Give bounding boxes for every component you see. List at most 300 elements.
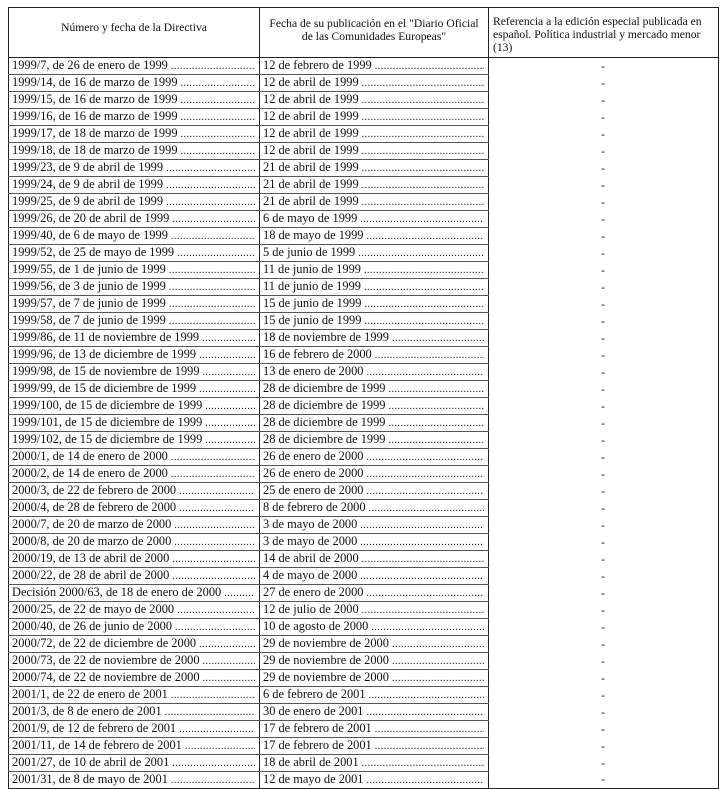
reference-cell xyxy=(489,772,719,789)
reference-cell xyxy=(489,670,719,687)
reference-cell xyxy=(489,551,719,568)
reference-text: - xyxy=(601,228,605,243)
reference-cell xyxy=(489,517,719,534)
reference-cell xyxy=(489,143,719,160)
publication-text: 6 de febrero de 2001 xyxy=(263,687,366,701)
reference-text: - xyxy=(601,534,605,549)
reference-text: - xyxy=(601,398,605,413)
publication-text: 12 de febrero de 1999 xyxy=(263,58,372,72)
directive-text: 2000/8, de 20 de marzo de 2000 xyxy=(12,534,172,548)
dot-leader xyxy=(171,59,255,74)
reference-cell xyxy=(489,296,719,313)
dot-leader xyxy=(364,280,484,295)
table-row xyxy=(9,534,719,551)
directive-text: 1999/100, de 15 de diciembre de 1999 xyxy=(12,398,203,412)
reference-text: - xyxy=(601,245,605,260)
reference-text: - xyxy=(601,721,605,736)
dot-leader xyxy=(169,314,255,329)
publication-cell xyxy=(260,585,489,602)
publication-text: 21 de abril de 1999 xyxy=(263,177,359,191)
publication-cell xyxy=(260,415,489,432)
directive-cell xyxy=(9,313,260,330)
header-directive: Número y fecha de la Directiva xyxy=(9,8,260,58)
reference-cell xyxy=(489,687,719,704)
reference-cell xyxy=(489,381,719,398)
reference-text: - xyxy=(601,432,605,447)
publication-cell xyxy=(260,636,489,653)
publication-text: 12 de abril de 1999 xyxy=(263,126,359,140)
dot-leader xyxy=(369,688,484,703)
table-row xyxy=(9,568,719,585)
dot-leader xyxy=(179,484,255,499)
table-row xyxy=(9,415,719,432)
directive-text: 1999/102, de 15 de diciembre de 1999 xyxy=(12,432,203,446)
publication-cell xyxy=(260,245,489,262)
dot-leader xyxy=(362,195,484,210)
publication-cell xyxy=(260,449,489,466)
dot-leader xyxy=(175,620,255,635)
dot-leader xyxy=(364,314,484,329)
directive-cell xyxy=(9,211,260,228)
reference-text: - xyxy=(601,330,605,345)
table-row xyxy=(9,381,719,398)
publication-text: 18 de noviembre de 1999 xyxy=(263,330,389,344)
dot-leader xyxy=(362,110,484,125)
directive-text: 1999/17, de 18 de marzo de 1999 xyxy=(12,126,178,140)
reference-cell xyxy=(489,330,719,347)
directive-cell xyxy=(9,585,260,602)
publication-cell xyxy=(260,58,489,75)
reference-text: - xyxy=(601,313,605,328)
table-row xyxy=(9,585,719,602)
publication-text: 29 de noviembre de 2000 xyxy=(263,636,389,650)
dot-leader xyxy=(362,127,484,142)
table-row xyxy=(9,211,719,228)
publication-text: 12 de julio de 2000 xyxy=(263,602,359,616)
table-row xyxy=(9,398,719,415)
publication-text: 29 de noviembre de 2000 xyxy=(263,670,389,684)
publication-cell xyxy=(260,211,489,228)
reference-cell xyxy=(489,160,719,177)
directive-text: 2000/3, de 22 de febrero de 2000 xyxy=(12,483,177,497)
dot-leader xyxy=(203,671,255,686)
reference-text: - xyxy=(601,347,605,362)
directive-text: 1999/96, de 13 de diciembre de 1999 xyxy=(12,347,197,361)
table-row xyxy=(9,194,719,211)
reference-cell xyxy=(489,415,719,432)
directive-text: 1999/23, de 9 de abril de 1999 xyxy=(12,160,164,174)
reference-text: - xyxy=(601,381,605,396)
publication-text: 12 de abril de 1999 xyxy=(263,75,359,89)
publication-cell xyxy=(260,687,489,704)
publication-cell xyxy=(260,313,489,330)
table-row xyxy=(9,143,719,160)
dot-leader xyxy=(166,195,255,210)
directive-cell xyxy=(9,449,260,466)
dot-leader xyxy=(389,433,485,448)
reference-cell xyxy=(489,449,719,466)
dot-leader xyxy=(360,569,484,584)
dot-leader xyxy=(364,297,484,312)
directive-cell xyxy=(9,160,260,177)
dot-leader xyxy=(389,382,485,397)
dot-leader xyxy=(169,280,255,295)
publication-text: 30 de enero de 2001 xyxy=(263,704,364,718)
directive-text: 2000/72, de 22 de diciembre de 2000 xyxy=(12,636,197,650)
reference-cell xyxy=(489,466,719,483)
directive-text: 2000/1, de 14 de enero de 2000 xyxy=(12,449,168,463)
dot-leader xyxy=(392,654,484,669)
publication-text: 14 de abril de 2000 xyxy=(263,551,359,565)
reference-cell xyxy=(489,636,719,653)
directive-text: 1999/99, de 15 de diciembre de 1999 xyxy=(12,381,197,395)
directive-text: 2000/2, de 14 de enero de 2000 xyxy=(12,466,168,480)
publication-text: 15 de junio de 1999 xyxy=(263,313,362,327)
publication-text: 11 de junio de 1999 xyxy=(263,262,361,276)
dot-leader xyxy=(165,705,255,720)
directive-cell xyxy=(9,534,260,551)
table-body xyxy=(9,58,719,789)
reference-text: - xyxy=(601,279,605,294)
table-row xyxy=(9,466,719,483)
directive-text: 1999/52, de 25 de mayo de 1999 xyxy=(12,245,175,259)
reference-text: - xyxy=(601,262,605,277)
dot-leader xyxy=(169,263,255,278)
dot-leader xyxy=(369,501,484,516)
dot-leader xyxy=(358,246,484,261)
dot-leader xyxy=(174,518,255,533)
dot-leader xyxy=(362,178,484,193)
publication-text: 21 de abril de 1999 xyxy=(263,194,359,208)
directive-cell xyxy=(9,704,260,721)
dot-leader xyxy=(203,654,255,669)
publication-cell xyxy=(260,755,489,772)
publication-cell xyxy=(260,75,489,92)
directive-text: 2001/1, de 22 de enero de 2001 xyxy=(12,687,168,701)
table-row xyxy=(9,602,719,619)
reference-cell xyxy=(489,432,719,449)
table-row xyxy=(9,75,719,92)
reference-cell xyxy=(489,177,719,194)
dot-leader xyxy=(172,756,255,771)
directive-cell xyxy=(9,177,260,194)
directive-text: 2000/40, de 26 de junio de 2000 xyxy=(12,619,173,633)
dot-leader xyxy=(181,110,255,125)
directive-text: 1999/15, de 16 de marzo de 1999 xyxy=(12,92,178,106)
publication-cell xyxy=(260,568,489,585)
dot-leader xyxy=(389,416,485,431)
directive-text: 1999/98, de 15 de noviembre de 1999 xyxy=(12,364,200,378)
directive-text: 1999/58, de 7 de junio de 1999 xyxy=(12,313,166,327)
publication-cell xyxy=(260,670,489,687)
table-row xyxy=(9,500,719,517)
reference-cell xyxy=(489,619,719,636)
directive-text: 1999/40, de 6 de mayo de 1999 xyxy=(12,228,168,242)
directive-cell xyxy=(9,398,260,415)
publication-text: 29 de noviembre de 2000 xyxy=(263,653,389,667)
publication-cell xyxy=(260,653,489,670)
directive-cell xyxy=(9,381,260,398)
dot-leader xyxy=(366,229,484,244)
reference-text: - xyxy=(601,619,605,634)
reference-cell xyxy=(489,500,719,517)
directive-text: 2001/31, de 8 de mayo de 2001 xyxy=(12,772,168,786)
publication-cell xyxy=(260,534,489,551)
publication-cell xyxy=(260,194,489,211)
dot-leader xyxy=(177,246,255,261)
reference-cell xyxy=(489,398,719,415)
directive-text: 1999/86, de 11 de noviembre de 1999 xyxy=(12,330,200,344)
directive-cell xyxy=(9,126,260,143)
reference-cell xyxy=(489,228,719,245)
directive-text: 2001/3, de 8 de enero de 2001 xyxy=(12,704,162,718)
dot-leader xyxy=(199,348,255,363)
reference-text: - xyxy=(601,738,605,753)
directive-cell xyxy=(9,636,260,653)
dot-leader xyxy=(166,161,255,176)
table-row xyxy=(9,619,719,636)
table-row xyxy=(9,313,719,330)
directive-text: 2001/27, de 10 de abril de 2001 xyxy=(12,755,170,769)
table-row xyxy=(9,364,719,381)
reference-cell xyxy=(489,92,719,109)
directive-text: 2000/25, de 22 de mayo de 2000 xyxy=(12,602,175,616)
dot-leader xyxy=(364,263,484,278)
dot-leader xyxy=(185,739,255,754)
directive-text: 2000/74, de 22 de noviembre de 2000 xyxy=(12,670,200,684)
table-row xyxy=(9,738,719,755)
directive-text: 1999/101, de 15 de diciembre de 1999 xyxy=(12,415,203,429)
reference-cell xyxy=(489,755,719,772)
dot-leader xyxy=(202,331,255,346)
table-row xyxy=(9,160,719,177)
table-row xyxy=(9,432,719,449)
dot-leader xyxy=(362,603,484,618)
reference-text: - xyxy=(601,670,605,685)
dot-leader xyxy=(375,739,484,754)
publication-cell xyxy=(260,517,489,534)
reference-text: - xyxy=(601,483,605,498)
dot-leader xyxy=(392,671,484,686)
dot-leader xyxy=(375,59,484,74)
directive-cell xyxy=(9,143,260,160)
dot-leader xyxy=(181,144,255,159)
header-special-edition-reference: Referencia a la edición especial publicada en español. Política industrial y mercado menor (13) xyxy=(489,8,719,58)
reference-text: - xyxy=(601,160,605,175)
table-row xyxy=(9,347,719,364)
publication-text: 12 de abril de 1999 xyxy=(263,109,359,123)
directives-table xyxy=(8,7,719,789)
publication-cell xyxy=(260,228,489,245)
directive-text: Decisión 2000/63, de 18 de enero de 2000 xyxy=(12,585,222,599)
publication-cell xyxy=(260,466,489,483)
directive-text: 1999/25, de 9 de abril de 1999 xyxy=(12,194,164,208)
publication-text: 27 de enero de 2000 xyxy=(263,585,364,599)
publication-text: 12 de abril de 1999 xyxy=(263,143,359,157)
reference-cell xyxy=(489,109,719,126)
reference-cell xyxy=(489,347,719,364)
table-row xyxy=(9,636,719,653)
publication-text: 15 de junio de 1999 xyxy=(263,296,362,310)
dot-leader xyxy=(392,331,484,346)
table-row xyxy=(9,755,719,772)
dot-leader xyxy=(205,416,255,431)
publication-text: 18 de abril de 2001 xyxy=(263,755,359,769)
dot-leader xyxy=(166,178,255,193)
reference-cell xyxy=(489,194,719,211)
dot-leader xyxy=(203,365,255,380)
dot-leader xyxy=(172,569,255,584)
publication-text: 18 de mayo de 1999 xyxy=(263,228,364,242)
dot-leader xyxy=(362,161,484,176)
dot-leader xyxy=(366,773,484,788)
reference-cell xyxy=(489,738,719,755)
publication-text: 28 de diciembre de 1999 xyxy=(263,415,386,429)
publication-cell xyxy=(260,398,489,415)
table-row xyxy=(9,228,719,245)
reference-text: - xyxy=(601,551,605,566)
directive-cell xyxy=(9,551,260,568)
reference-cell xyxy=(489,534,719,551)
publication-text: 12 de mayo de 2001 xyxy=(263,772,364,786)
reference-text: - xyxy=(601,177,605,192)
table-row xyxy=(9,687,719,704)
publication-cell xyxy=(260,109,489,126)
directive-cell xyxy=(9,296,260,313)
directive-cell xyxy=(9,415,260,432)
dot-leader xyxy=(171,467,255,482)
reference-text: - xyxy=(601,109,605,124)
directive-cell xyxy=(9,687,260,704)
reference-cell xyxy=(489,126,719,143)
reference-text: - xyxy=(601,75,605,90)
table-row xyxy=(9,551,719,568)
table-row xyxy=(9,670,719,687)
reference-text: - xyxy=(601,687,605,702)
directive-cell xyxy=(9,75,260,92)
directive-cell xyxy=(9,500,260,517)
dot-leader xyxy=(174,535,255,550)
directive-cell xyxy=(9,653,260,670)
dot-leader xyxy=(366,450,484,465)
reference-cell xyxy=(489,262,719,279)
reference-text: - xyxy=(601,755,605,770)
directive-cell xyxy=(9,602,260,619)
reference-cell xyxy=(489,483,719,500)
publication-cell xyxy=(260,92,489,109)
directive-text: 2000/7, de 20 de marzo de 2000 xyxy=(12,517,172,531)
directive-cell xyxy=(9,466,260,483)
reference-cell xyxy=(489,653,719,670)
publication-cell xyxy=(260,381,489,398)
directive-text: 1999/57, de 7 de junio de 1999 xyxy=(12,296,166,310)
directive-text: 2001/9, de 12 de febrero de 2001 xyxy=(12,721,177,735)
dot-leader xyxy=(366,705,484,720)
directive-cell xyxy=(9,194,260,211)
table-row xyxy=(9,58,719,75)
table-row xyxy=(9,517,719,534)
dot-leader xyxy=(371,620,484,635)
publication-cell xyxy=(260,160,489,177)
publication-text: 28 de diciembre de 1999 xyxy=(263,432,386,446)
directive-cell xyxy=(9,228,260,245)
table-row xyxy=(9,449,719,466)
publication-text: 17 de febrero de 2001 xyxy=(263,721,372,735)
table-row xyxy=(9,704,719,721)
directive-text: 2000/73, de 22 de noviembre de 2000 xyxy=(12,653,200,667)
dot-leader xyxy=(362,552,484,567)
reference-text: - xyxy=(601,602,605,617)
publication-text: 5 de junio de 1999 xyxy=(263,245,356,259)
publication-cell xyxy=(260,602,489,619)
dot-leader xyxy=(360,535,484,550)
dot-leader xyxy=(171,773,255,788)
dot-leader xyxy=(205,399,255,414)
reference-text: - xyxy=(601,517,605,532)
directive-text: 1999/14, de 16 de marzo de 1999 xyxy=(12,75,178,89)
publication-cell xyxy=(260,432,489,449)
reference-text: - xyxy=(601,143,605,158)
dot-leader xyxy=(366,484,484,499)
dot-leader xyxy=(362,756,484,771)
dot-leader xyxy=(205,433,255,448)
table-row xyxy=(9,245,719,262)
dot-leader xyxy=(362,144,484,159)
dot-leader xyxy=(392,637,484,652)
directive-cell xyxy=(9,347,260,364)
reference-text: - xyxy=(601,194,605,209)
directive-cell xyxy=(9,755,260,772)
table-row xyxy=(9,126,719,143)
dot-leader xyxy=(366,586,484,601)
publication-cell xyxy=(260,704,489,721)
dot-leader xyxy=(362,76,484,91)
reference-text: - xyxy=(601,449,605,464)
reference-cell xyxy=(489,568,719,585)
table-row xyxy=(9,296,719,313)
reference-text: - xyxy=(601,211,605,226)
directive-cell xyxy=(9,738,260,755)
dot-leader xyxy=(179,501,255,516)
publication-cell xyxy=(260,262,489,279)
reference-cell xyxy=(489,279,719,296)
directive-cell xyxy=(9,245,260,262)
publication-cell xyxy=(260,126,489,143)
reference-text: - xyxy=(601,415,605,430)
dot-leader xyxy=(171,229,255,244)
publication-cell xyxy=(260,772,489,789)
table-header-row xyxy=(9,8,719,58)
table-row xyxy=(9,653,719,670)
reference-text: - xyxy=(601,704,605,719)
table-row xyxy=(9,109,719,126)
directive-cell xyxy=(9,330,260,347)
reference-text: - xyxy=(601,568,605,583)
directive-cell xyxy=(9,670,260,687)
reference-cell xyxy=(489,602,719,619)
reference-text: - xyxy=(601,772,605,787)
publication-text: 25 de enero de 2000 xyxy=(263,483,364,497)
reference-text: - xyxy=(601,636,605,651)
publication-text: 28 de diciembre de 1999 xyxy=(263,381,386,395)
dot-leader xyxy=(199,637,255,652)
directive-text: 1999/24, de 9 de abril de 1999 xyxy=(12,177,164,191)
directive-cell xyxy=(9,568,260,585)
dot-leader xyxy=(181,76,255,91)
publication-text: 4 de mayo de 2000 xyxy=(263,568,358,582)
publication-cell xyxy=(260,738,489,755)
publication-cell xyxy=(260,143,489,160)
